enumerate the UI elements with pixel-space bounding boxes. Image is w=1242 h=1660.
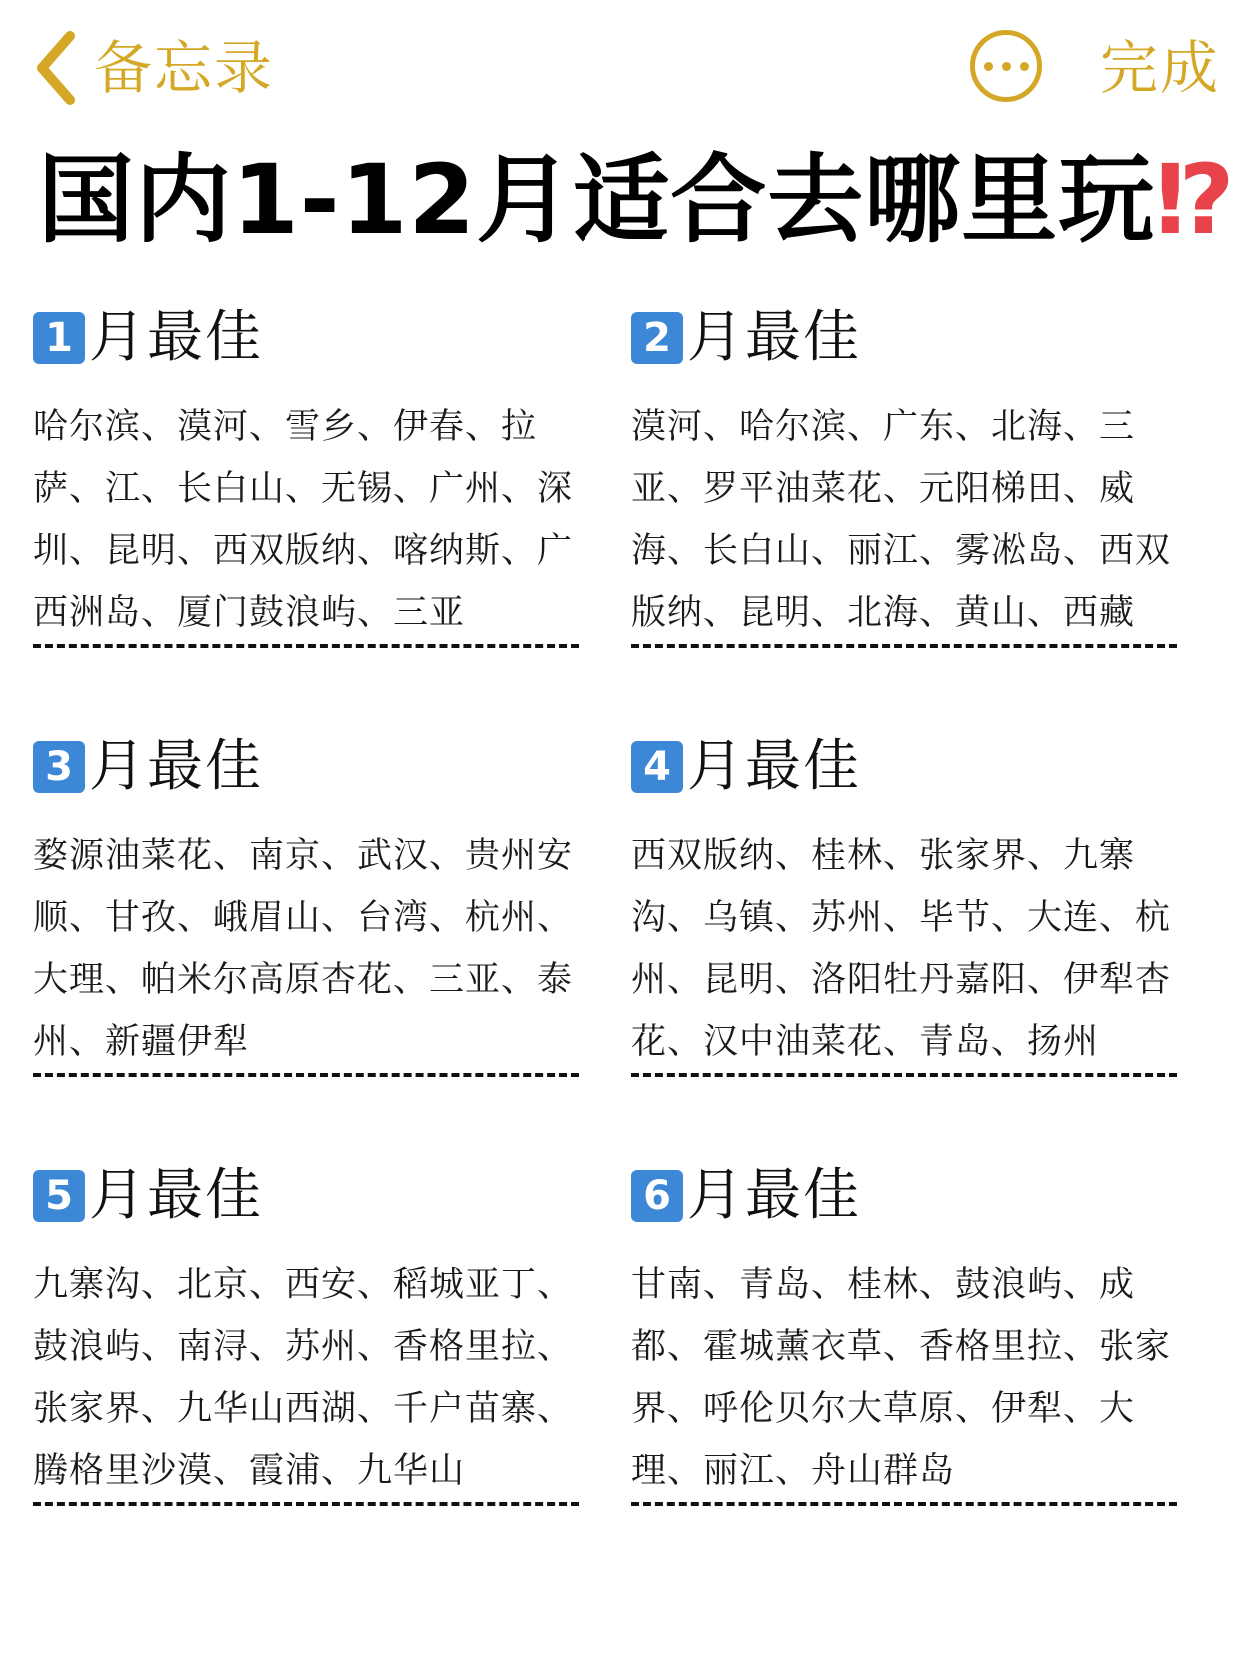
month-heading <box>631 1156 861 1236</box>
destination-list: 婺源油菜花、南京、武汉、贵州安顺、甘孜、峨眉山、台湾、杭州、大理、帕米尔高原杏花、三亚、泰州、新疆伊犁 <box>33 836 574 1062</box>
dashed-divider <box>33 1073 579 1077</box>
ellipsis-dot <box>1002 62 1011 71</box>
destination-list: 西双版纳、桂林、张家界、九寨沟、乌镇、苏州、毕节、大连、杭州、昆明、洛阳牡丹嘉阳、伊犁杏花、汉中油菜花、青岛、扬州 <box>631 836 1172 1062</box>
month-number-badge: 1 <box>33 312 85 364</box>
ellipsis-circle-icon <box>984 62 993 71</box>
destination-list: 漠河、哈尔滨、广东、北海、三亚、罗平油菜花、元阳梯田、威海、长白山、丽江、雾凇岛、西双版纳、昆明、北海、黄山、西藏 <box>631 407 1172 633</box>
month-heading <box>631 727 861 807</box>
month-number-badge: 2 <box>631 312 683 364</box>
month-heading-label: 月最佳 <box>687 734 861 799</box>
dashed-divider <box>33 644 579 648</box>
destination-list: 哈尔滨、漠河、雪乡、伊春、拉萨、江、长白山、无锡、广州、深圳、昆明、西双版纳、喀纳斯、广西洲岛、厦门鼓浪屿、三亚 <box>33 407 574 633</box>
destination-list: 甘南、青岛、桂林、鼓浪屿、成都、霍城薰衣草、香格里拉、张家界、呼伦贝尔大草原、伊犁、大理、丽江、舟山群岛 <box>631 1265 1172 1491</box>
done-button[interactable]: 完成 <box>1100 34 1221 102</box>
dashed-divider <box>631 1073 1177 1077</box>
month-heading <box>33 298 263 378</box>
month-number-badge: 3 <box>33 741 85 793</box>
exclamation-question-icon: ⁉ <box>1155 144 1236 256</box>
back-label: 备忘录 <box>94 34 275 102</box>
month-heading <box>33 1156 263 1236</box>
dashed-divider <box>33 1502 579 1506</box>
dashed-divider <box>631 644 1177 648</box>
dashed-divider <box>631 1502 1177 1506</box>
month-heading-label: 月最佳 <box>89 305 263 370</box>
month-heading-label: 月最佳 <box>89 734 263 799</box>
page-title <box>38 140 1236 260</box>
month-heading-label: 月最佳 <box>89 1163 263 1228</box>
ellipsis-dot <box>1020 62 1029 71</box>
month-number-badge: 6 <box>631 1170 683 1222</box>
destination-list: 九寨沟、北京、西安、稻城亚丁、鼓浪屿、南浔、苏州、香格里拉、张家界、九华山西湖、千户苗寨、腾格里沙漠、霞浦、九华山 <box>33 1265 574 1491</box>
month-heading-label: 月最佳 <box>687 305 861 370</box>
month-number-badge: 4 <box>631 741 683 793</box>
month-number-badge: 5 <box>33 1170 85 1222</box>
month-heading <box>33 727 263 807</box>
month-heading-label: 月最佳 <box>687 1163 861 1228</box>
more-options-button[interactable] <box>970 30 1042 102</box>
chevron-left-icon <box>32 28 82 108</box>
month-heading <box>631 298 861 378</box>
back-button[interactable] <box>32 28 274 108</box>
page-title-text: 国内1-12月适合去哪里玩 <box>38 144 1156 256</box>
